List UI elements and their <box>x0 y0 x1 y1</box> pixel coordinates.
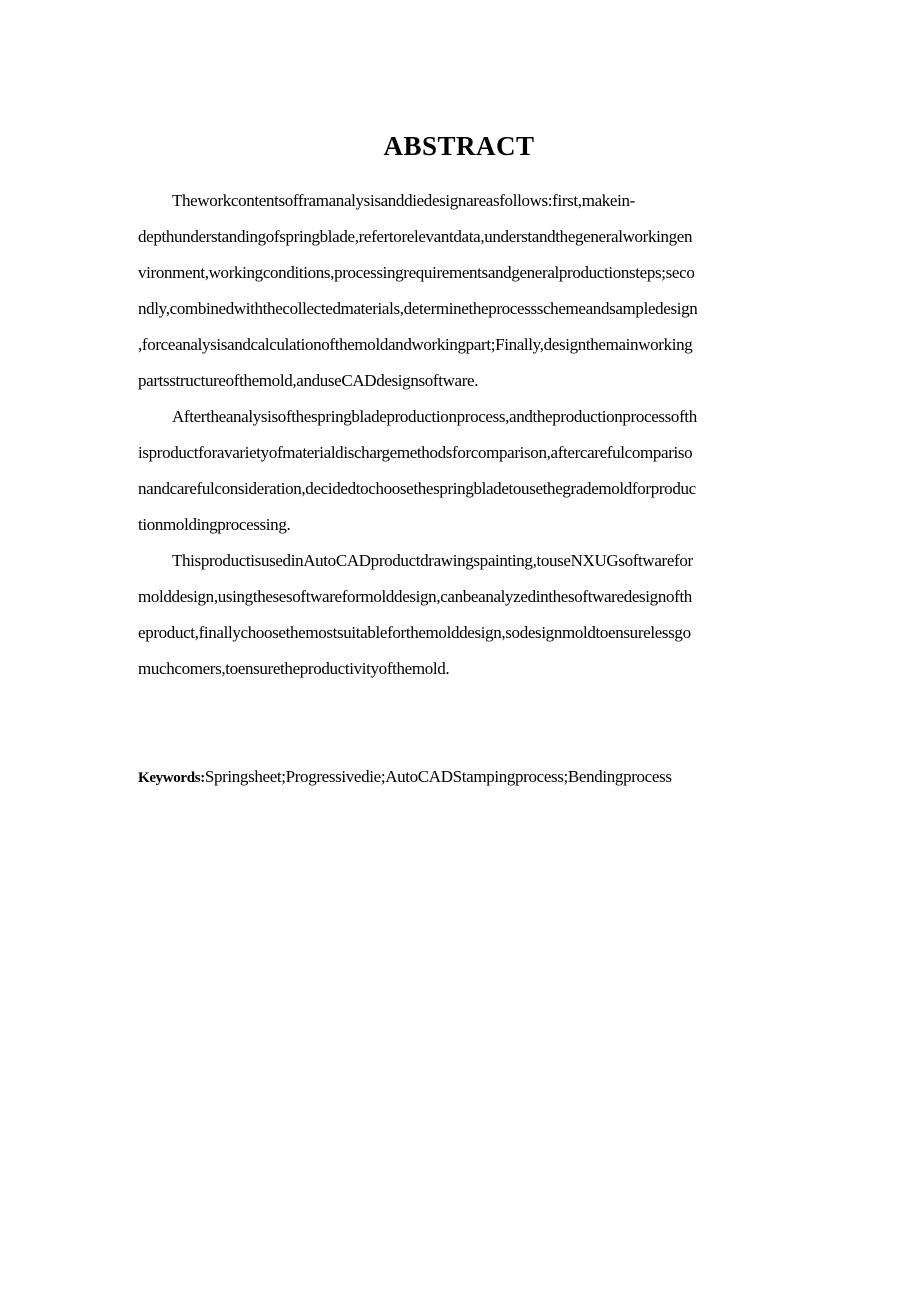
paragraph-2-line-3: nandcarefulconsideration,decidedtochoosethespringbladetousethegrademoldforproduc <box>138 479 696 498</box>
keywords-line <box>138 762 672 793</box>
paragraph-3-line-3: eproduct,finallychoosethemostsuitableforthemolddesign,sodesignmoldtoensurelessgo <box>138 623 691 642</box>
paragraph-1-line-3: vironment,workingconditions,processingrequirementsandgeneralproductionsteps;seco <box>138 263 695 282</box>
paragraph-1-line-5: ,forceanalysisandcalculationofthemoldandworkingpart;Finally,designthemainworking <box>138 335 693 354</box>
abstract-body <box>138 183 780 687</box>
paragraph-1-line-2: depthunderstandingofspringblade,refertorelevantdata,understandthegeneralworkingen <box>138 227 693 246</box>
paragraph-3-line-2: molddesign,usingthesesoftwareformolddesign,canbeanalyzedinthesoftwaredesignofth <box>138 587 692 606</box>
paragraph-2-line-2: isproductforavarietyofmaterialdischargemethodsforcomparison,aftercarefulcompariso <box>138 443 693 462</box>
paragraph-2-line-4: tionmoldingprocessing. <box>138 515 291 534</box>
paragraph-2-line-1: Aftertheanalysisofthespringbladeproductionprocess,andtheproductionprocessofth <box>172 407 697 426</box>
paragraph-1-line-6: partsstructureofthemold,anduseCADdesignsoftware. <box>138 371 479 390</box>
keywords-text: Springsheet;Progressivedie;AutoCADStampingprocess;Bendingprocess <box>204 767 672 786</box>
keywords-label: Keywords: <box>138 770 205 786</box>
abstract-title: ABSTRACT <box>383 131 535 161</box>
paragraph-1-line-4: ndly,combinedwiththecollectedmaterials,determinetheprocessschemeandsampledesign <box>138 299 698 318</box>
paragraph-3-line-4: muchcomers,toensuretheproductivityofthemold. <box>138 659 450 678</box>
paragraph-3-line-1: ThisproductisusedinAutoCADproductdrawingspainting,touseNXUGsoftwarefor <box>172 551 693 570</box>
paragraph-1-line-1: Theworkcontentsofframanalysisanddiedesignareasfollows:first,makein- <box>172 191 635 210</box>
